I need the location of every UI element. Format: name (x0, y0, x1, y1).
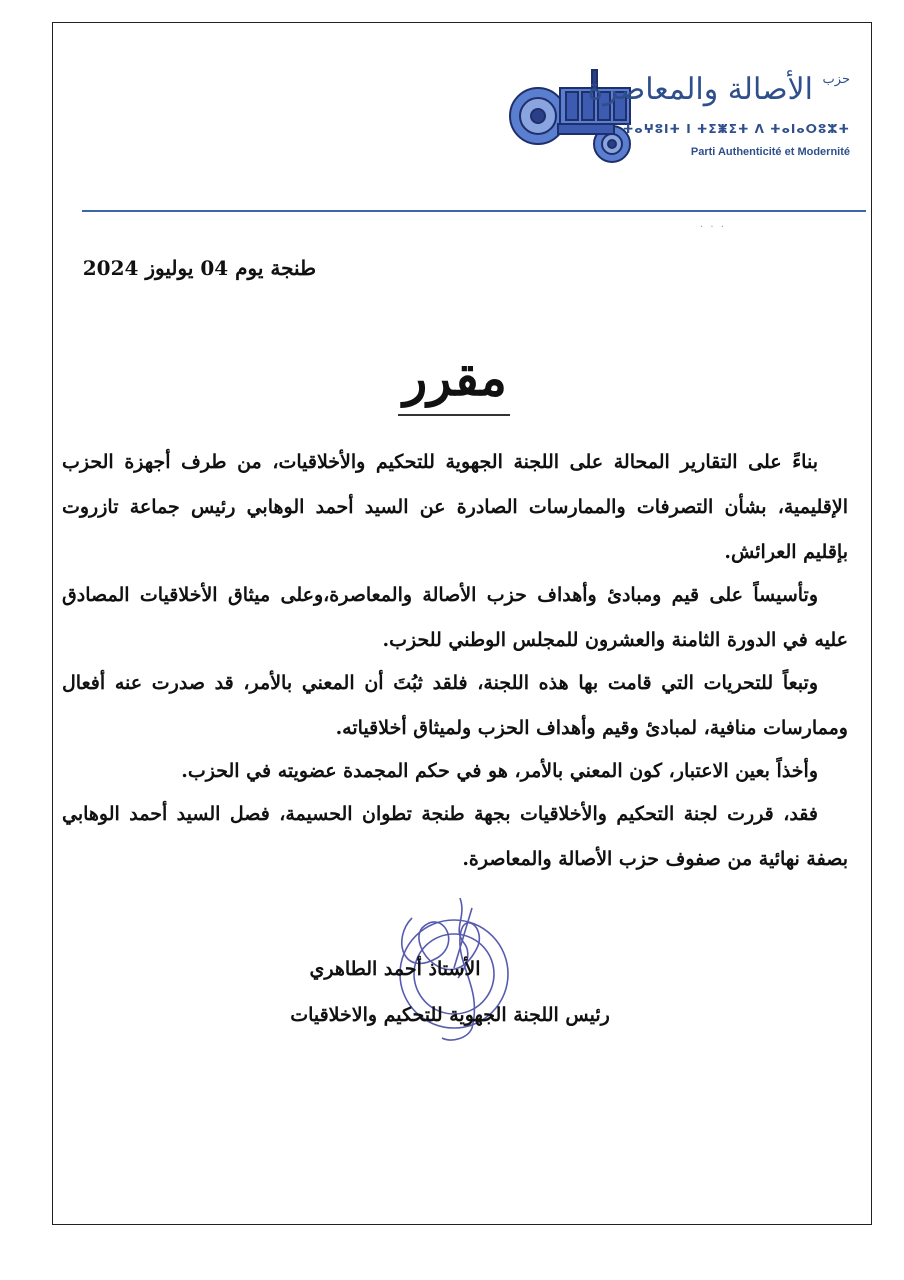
document-body (62, 440, 848, 880)
document-title: مقرر (403, 348, 507, 407)
party-name-main: الأصالة والمعاصرة (587, 72, 813, 107)
paragraph-1: بناءً على التقارير المحالة على اللجنة الجهوية للتحكيم والأخلاقيات، من طرف أجهزة الحزب الإقليمية، بشأن التصرفات والممارسات الصادرة عن السيد أحمد الوهابي رئيس جماعة تازروت بإقليم العرائش. (62, 451, 848, 563)
signatory-name: الأستاذ أحمد الطاهري (309, 958, 481, 980)
signatory-title: رئيس اللجنة الجهوية للتحكيم والاخلاقيات (290, 1004, 610, 1026)
party-logo (508, 66, 858, 176)
signature-block (250, 946, 650, 1038)
party-name-arabic (588, 72, 850, 107)
paragraph-4: وأخذاً بعين الاعتبار، كون المعني بالأمر، هو في حكم المجمدة عضويته في الحزب. (181, 760, 818, 782)
party-name-prefix: حزب (822, 72, 850, 87)
paragraph-2: وتأسيساً على قيم ومبادئ وأهداف حزب الأصالة والمعاصرة،وعلى ميثاق الأخلاقيات المصادق عليه في الدورة الثامنة والعشرون للمجلس الوطني للحزب. (62, 584, 848, 651)
party-name-french: Parti Authenticité et Modernité (690, 146, 850, 158)
paragraph-5: فقد، قررت لجنة التحكيم والأخلاقيات بجهة طنجة تطوان الحسيمة، فصل السيد أحمد الوهابي بصفة نهائية من صفوف حزب الأصالة والمعاصرة. (62, 803, 848, 870)
header-divider (82, 210, 866, 212)
party-name-amazigh: ⵜⴰⵖⵓⵏⵜ ⵏ ⵜⵉⵥⵉⵜ ⴷ ⵜⴰⵏⴰⵔⵓⵣⵜ (622, 122, 850, 136)
document-date: طنجة يوم 04 يوليوز 2024 (82, 256, 316, 280)
title-underline (398, 414, 510, 416)
paragraph-3: وتبعاً للتحريات التي قامت بها هذه اللجنة، فلقد ثبُتَ أن المعني بالأمر، قد صدرت عنه أفعال وممارسات منافية، لمبادئ وقيم وأهداف الحزب ولميثاق أخلاقياته. (62, 672, 848, 739)
scan-specks: · · · (700, 222, 726, 233)
